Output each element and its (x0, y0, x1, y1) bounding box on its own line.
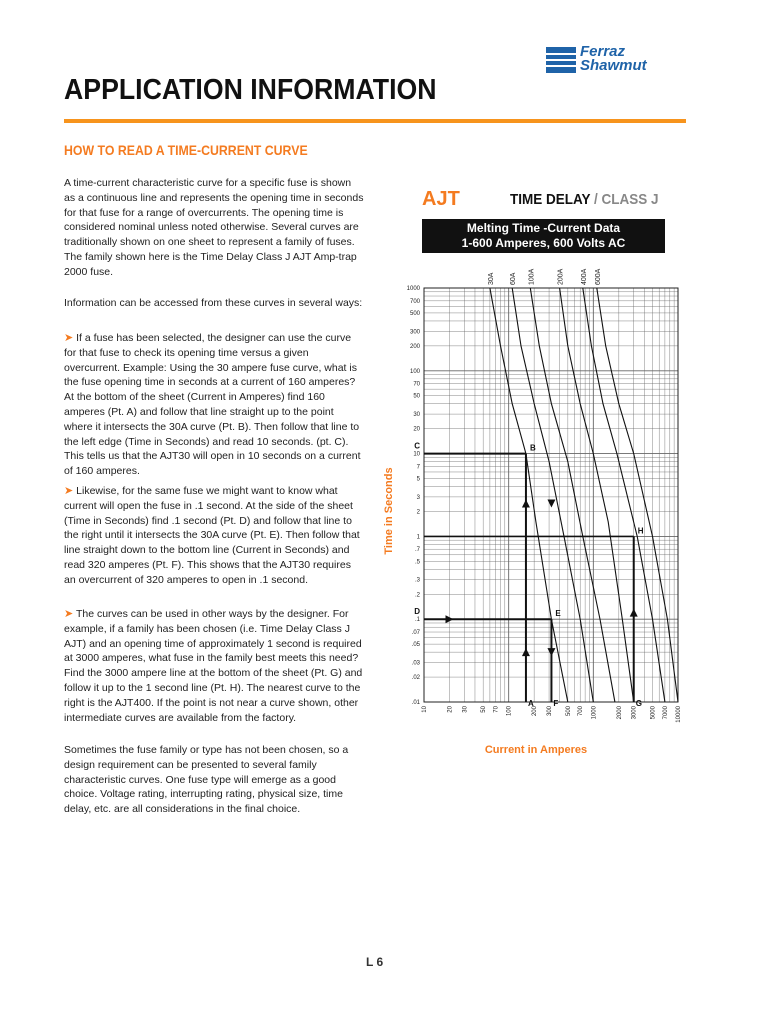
x-tick-label: 20 (447, 706, 454, 713)
point-label-A: A (527, 699, 534, 708)
y-tick-label: .7 (414, 547, 420, 554)
y-tick-label: .02 (411, 675, 420, 682)
point-label-C: C (414, 441, 420, 451)
x-tick-label: 7000 (662, 706, 669, 720)
x-tick-label: 10 (422, 706, 428, 713)
guide-arrow (522, 499, 530, 507)
y-tick-label: .07 (411, 630, 420, 637)
y-tick-label: 300 (409, 329, 420, 336)
x-tick-label: 200 (532, 706, 539, 717)
y-tick-label: .03 (411, 660, 420, 667)
point-label-H: H (637, 526, 644, 536)
x-tick-label: 2000 (616, 706, 623, 720)
x-tick-label: 300 (547, 706, 554, 717)
point-label-D: D (414, 607, 420, 617)
curve-60A (512, 288, 593, 702)
series-label: 600A (594, 268, 602, 285)
slash: / (590, 191, 602, 208)
x-tick-label: 700 (578, 706, 585, 717)
x-tick-label: 100 (506, 706, 513, 717)
page-number: L 6 (366, 955, 384, 969)
curve-600A (597, 288, 678, 702)
y-tick-label: .1 (414, 617, 420, 624)
chart-labels (407, 268, 682, 722)
chart-subtitle (510, 191, 659, 208)
series-label: 400A (580, 268, 588, 285)
header-rule (64, 119, 686, 123)
section-title: HOW TO READ A TIME-CURRENT CURVE (64, 142, 308, 158)
orange-arrow-icon: ➤ (64, 485, 74, 497)
x-tick-label: 5000 (650, 706, 657, 720)
point-label-G: G (635, 699, 642, 708)
y-tick-label: 5 (416, 476, 420, 483)
point-label-E: E (555, 609, 561, 619)
point-label-F: F (553, 699, 559, 708)
x-tick-label: 1000 (591, 706, 598, 720)
paragraph-ways: Information can be accessed from these curves in several ways: (64, 297, 363, 309)
page-title: APPLICATION INFORMATION (64, 74, 437, 106)
x-tick-label: 500 (565, 706, 572, 717)
x-tick-label: 10000 (676, 706, 682, 723)
y-tick-label: .2 (414, 592, 420, 599)
paragraph-example-2-text: Likewise, for the same fuse we might want to know what current will open the fuse in .1 second. At the side of the sheet (Time in Seconds) find .1 second (Pt. D) and follow that line to the right until it intersects the 30A curve (Pt. E). Then follow that line straight down to the bottom line (Current in Seconds) and read 320 amperes (Pt. F). This shows that the AJT30 requires an overcurrent of 320 amperes to open in .1 second. (64, 485, 360, 586)
time-delay-label: TIME DELAY (510, 191, 591, 208)
banner-line-2: 1-600 Amperes, 600 Volts AC (461, 236, 626, 250)
paragraph-example-1 (64, 331, 364, 479)
y-tick-label: 70 (413, 381, 420, 388)
x-tick-label: 3000 (631, 706, 638, 720)
paragraph-example-2 (64, 484, 364, 588)
class-label: CLASS J (601, 191, 659, 208)
series-label: 100A (528, 268, 536, 285)
chart-curves (490, 288, 678, 702)
logo-text (580, 45, 647, 73)
y-tick-label: 3 (416, 494, 420, 501)
series-label: 60A (510, 272, 518, 285)
y-tick-label: 200 (409, 343, 420, 350)
y-tick-label: 100 (409, 368, 420, 375)
chart-banner (422, 219, 665, 253)
orange-arrow-icon: ➤ (64, 608, 74, 620)
x-tick-label: 70 (493, 706, 500, 713)
banner-line-1: Melting Time -Current Data (466, 221, 621, 235)
series-label: 30A (487, 272, 495, 285)
y-axis-label: Time in Seconds (383, 467, 395, 555)
y-tick-label: 700 (409, 298, 420, 305)
y-tick-label: 1 (416, 534, 420, 541)
y-tick-label: 2 (416, 509, 420, 516)
orange-arrow-icon: ➤ (64, 332, 74, 344)
logo-mark-icon (546, 47, 576, 73)
paragraph-intro: A time-current characteristic curve for a specific fuse is shown as a continuous line and represents the opening time in seconds for that fuse for a range of overcurrents. The opening time is considered nominal unless noted otherwise. Several curves are traditionally shown on one sheet to represent a family of fuses. The family shown here is the Time Delay Class J AJT Amp-trap 2000 fuse. (64, 177, 364, 278)
y-tick-label: .5 (414, 559, 420, 566)
y-tick-label: 30 (413, 412, 420, 419)
logo-line-2: Shawmut (580, 57, 647, 74)
chart-series-name: AJT (422, 188, 460, 210)
y-tick-label: 500 (409, 310, 420, 317)
guide-arrow (630, 609, 638, 617)
y-tick-label: 20 (413, 426, 420, 433)
paragraph-example-3 (64, 607, 364, 725)
point-label-B: B (529, 443, 536, 453)
x-tick-label: 30 (462, 706, 469, 713)
y-tick-label: .3 (414, 577, 420, 584)
logo-line-1: Ferraz (580, 43, 626, 60)
y-tick-label: 10 (413, 451, 420, 458)
y-tick-label: 1000 (406, 286, 420, 292)
x-axis-label: Current in Amperes (484, 744, 588, 756)
y-tick-label: .01 (411, 700, 420, 706)
y-tick-label: 7 (416, 464, 420, 471)
ferraz-shawmut-logo (546, 45, 686, 75)
y-tick-label: .05 (411, 642, 420, 649)
paragraph-example-1-text: If a fuse has been selected, the designer can use the curve for that fuse to check its opening time versus a given overcurrent. Example: Using the 30 ampere fuse curve, what is the fuse opening time in seconds at a current of 160 amperes? At the bottom of the sheet (Current in Amperes) find 160 amperes (Pt. A) and follow that line straight up to the point where it intersects the 30A curve (Pt. B). Then follow that line to the left edge (Time in Seconds) and read 10 seconds. (pt. C). This tells us that the AJT30 will open in 10 seconds on a current of 160 amperes. (64, 332, 361, 478)
guide-arrow (547, 499, 555, 507)
paragraph-example-3-text: The curves can be used in other ways by the designer. For example, if a family has been chosen (i.e. Time Delay Class J AJT) and an opening time of approximately 1 second is required at 3000 amperes, what fuse in the family best meets this need? Find the 3000 ampere line at the bottom of the sheet (Pt. G) and follow it up to the 1 second line (Pt. H). The nearest curve to the right is the AJT400. If the point is not near a curve shown, other intermediate curves are available from the factory. (64, 608, 363, 724)
series-label: 200A (557, 268, 565, 285)
time-current-chart (380, 256, 690, 756)
paragraph-closing: Sometimes the fuse family or type has not been chosen, so a design requirement can be presented to several family characteristic curves. One fuse type will emerge as a good choice. Voltage rating, interrupting rating, physical size, time delay, etc. are all considerations in the final choice. (64, 744, 349, 816)
curve-200A (560, 288, 634, 702)
x-tick-label: 50 (481, 706, 488, 713)
y-tick-label: 50 (413, 393, 420, 400)
